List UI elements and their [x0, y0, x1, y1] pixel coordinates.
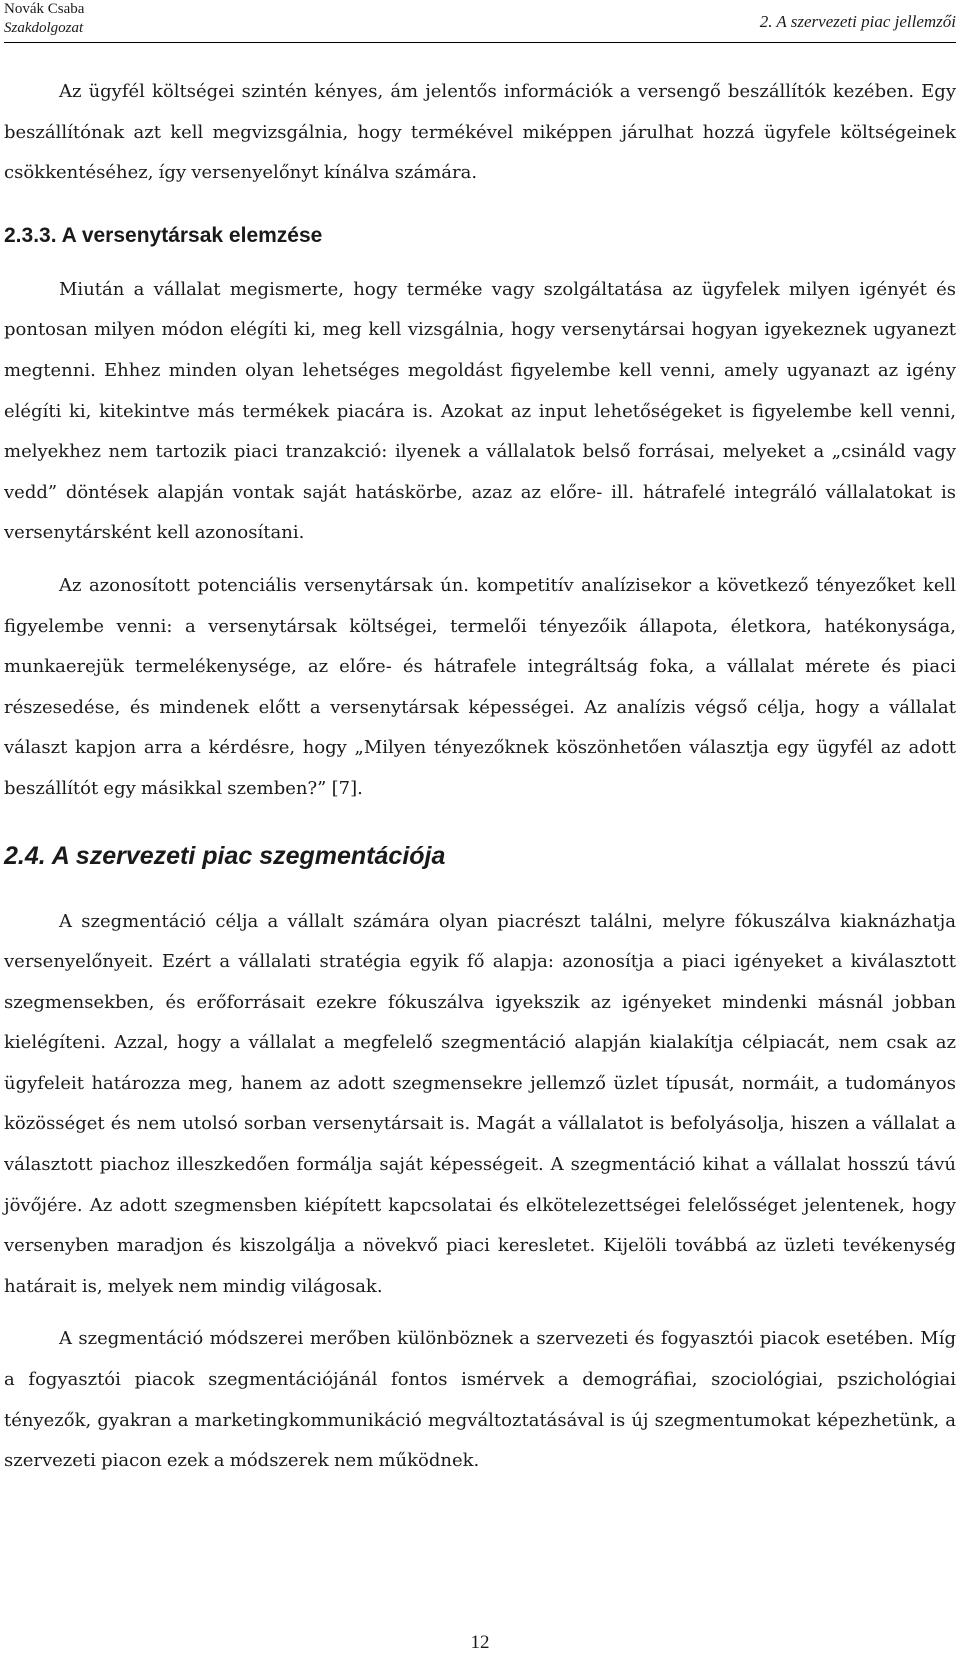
intro-paragraph: Az ügyfél költségei szintén kényes, ám jelentős információk a versengő beszállítók kezében. Egy beszállítónak azt kell megvizsgálnia, hogy termékével miképpen járulhat hozzá ügyfele költségeinek csökkentéséhez, így versenyelőnyt kínálva számára. — [4, 81, 956, 184]
section-24-heading: 2.4. A szervezeti piac szegmentációja — [4, 841, 446, 870]
header-author: Novák Csaba — [4, 1, 85, 17]
header-author-block — [4, 0, 84, 38]
page-number: 12 — [470, 1632, 490, 1653]
section-233-paragraph-2: Az azonosított potenciális versenytársak ún. kompetitív analízisekor a következő tényezőket kell figyelembe venni: a versenytársak költségei, termelői tényezőik állapota, életkora, hatékonysága, munkaerejük termelékenysége, az előre- és hátrafele integráltság foka, a vállalat mérete és piaci részesedése, és mindenek előtt a versenytársak képességei. Az analízis végső célja, hogy a vállalat választ kapjon arra a kérdésre, hogy „Milyen tényezőknek köszönhetően választja egy ügyfél az adott beszállítót egy másikkal szemben?” [7]. — [4, 574, 956, 799]
section-233-paragraph-1: Miután a vállalat megismerte, hogy terméke vagy szolgáltatása az ügyfelek milyen igényét és pontosan milyen módon elégíti ki, meg kell vizsgálnia, hogy versenytársai hogyan igyekeznek ugyanezt megtenni. Ehhez minden olyan lehetséges megoldást figyelembe kell venni, amely ugyanazt az igény elégíti ki, kitekintve más termékek piacára is. Azokat az input lehetőségeket is figyelembe kell venni, melyekhez nem tartozik piaci tranzakció: ilyenek a vállalatok belső forrásai, melyeket a „csináld vagy vedd” döntések alapján vontak saját hatáskörbe, azaz az előre- ill. hátrafelé integráló vállalatokat is versenytársként kell azonosítani. — [4, 278, 956, 544]
page-content — [4, 72, 956, 1482]
header-doc-type: Szakdolgozat — [4, 20, 84, 36]
section-24-paragraph-2: A szegmentáció módszerei merőben különböznek a szervezeti és fogyasztói piacok esetében. Míg a fogyasztói piacok szegmentációjánál fontos ismérvek a demográfiai, szociológiai, pszichológiai tényezők, gyakran a marketingkommunikáció megváltoztatásával is új szegmentumokat képezhetünk, a szervezeti piacon ezek a módszerek nem működnek. — [4, 1328, 956, 1472]
section-24-paragraph-1: A szegmentáció célja a vállalt számára olyan piacrészt találni, melyre fókuszálva kiaknázhatja versenyelőnyeit. Ezért a vállalati stratégia egyik fő alapja: azonosítja a piaci igényeket a kiválasztott szegmensekben, és erőforrásait ezekre fókuszálva igyekszik az igényeket mindenki másnál jobban kielégíteni. Azzal, hogy a vállalat a megfelelő szegmentáció alapján kialakítja célpiacát, nem csak az ügyfeleit határozza meg, hanem az adott szegmensekre jellemző üzlet típusát, normáit, a tudományos közösséget és nem utolsó sorban versenytársait is. Magát a vállalatot is befolyásolja, hiszen a vállalat a választott piachoz illeszkedően formálja saját képességeit. A szegmentáció kihat a vállalat hosszú távú jövőjére. Az adott szegmensben kiépített kapcsolatai és elkötelezettségei felelősséget jelentenek, hogy versenyben maradjon és kiszolgálja a növekvő piaci keresletet. Kijelöli továbbá az üzleti tevékenység határait is, melyek nem mindig világosak. — [4, 910, 956, 1297]
header-chapter-title: 2. A szervezeti piac jellemzői — [759, 12, 956, 31]
section-233-heading: 2.3.3. A versenytársak elemzése — [4, 223, 323, 247]
page-header — [4, 0, 956, 43]
